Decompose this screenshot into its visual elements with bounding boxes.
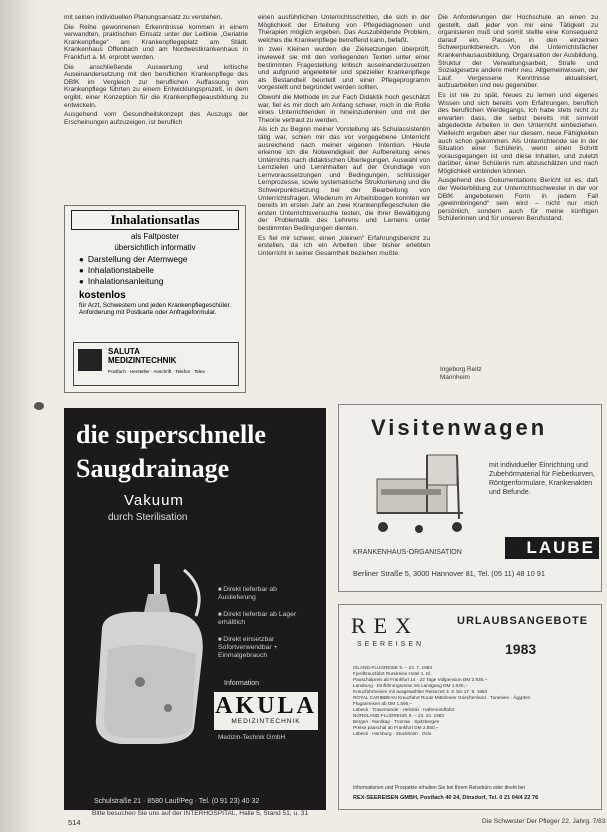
col3-para-1: Die Anforderungen der Hochschule an einen zu gestellt, daß jeder von mir eine Tätigkeit zu organisieren muß und somit stellte eine Konsequenz darauf ein, Pausen, in den einzelnen Schwerpunktbereich. Von die Unterrichtsfächer Krankenhausausbildung, Organisation der Ausbildung, Struktur der Verwaltungsarbeit, Strafe und Sozialgesetze andere mehr neu. Allgemeinwissen, der Lauf. Vergessene Kenntnisse aktualisiert, aufzuarbeiten und neu gegenüber. xyxy=(438,14,598,90)
rex-offer: NORDLAND-FLUGREISE 9. – 23. 10. 1983 xyxy=(353,713,444,718)
author-name: Ingeborg Reitz xyxy=(440,366,482,373)
saluta-brand-address: Postfach · Hersteller · Anschrift · Telefon · Telex xyxy=(108,369,205,374)
akula-info-label: Information xyxy=(224,680,260,687)
akula-sterilisation-label: durch Sterilisation xyxy=(108,512,188,523)
article-column-3 xyxy=(438,14,598,286)
author-signature xyxy=(440,366,482,381)
rex-offer: Lübeck · Hamburg · Stockholm · Oslo xyxy=(353,731,432,736)
rex-offer-list xyxy=(353,665,593,737)
inhalation-ad-small-text: für Arzt, Schwestern und jeden Krankenpflegeschüler. Anforderung mit Postkarte oder Anfrageformular. xyxy=(79,302,232,317)
drainage-bottle-image xyxy=(84,558,214,748)
page-binding-edge xyxy=(0,0,38,832)
inhalation-ad-title: Inhalationsatlas xyxy=(71,210,239,230)
col1-para-2: Die Reihe gewonnenen Erkenntnisse kommen in einem verwandten, praktischen Einsatz unter der Leitlinie „Geriatrie Krankenpflege“ am Krankenpflegeplatz am Städt. Krankenhaus Offenbach und am Nordwestkrankenhaus in Frankfurt a. M. erprobt werden. xyxy=(64,23,248,61)
col3-para-3: Ausgehend des Dokumentations Bericht ist es, daß der Weiterbildung zur Unterrichtsschwester in der vor DBfK angebotenen Form in jedem Fall „gewinnbringend“ sein wird – nicht nur mich persönlich, sondern auch für meine künftigen Schülerinnen und für unseren Berufsstand. xyxy=(438,177,598,223)
col1-para-4: Ausgehend vom Gesundheitskonzept des Auszugs der Erscheinungen aufzuzeigen, ist beruflich xyxy=(64,111,248,126)
rex-offer: Fjordkreuzfahrt Rundreise Hotel 1. Kl. xyxy=(353,671,432,676)
visitenwagen-title: Visitenwagen xyxy=(371,415,548,440)
visitenwagen-address: Berliner Straße 5, 3000 Hannover 81, Tel. (05 11) 48 10 91 xyxy=(353,569,545,578)
inhalation-ad-item: ● Darstellung der Atemwege xyxy=(79,254,245,265)
rex-year: 1983 xyxy=(505,641,537,657)
col2-para-4: Als ich zu Beginn meiner Vorstellung als Schulassistentin tätig war, schien mir das vor vorgegebene Unterricht ausreichend nach meiner eigenen Intention. Heute erkenne ich die Notwendigkeit der Aufbereitung eines Unterrichts nach didaktischen Überlegungen. Auswahl von Lernzielen und Lerninhalten auf der Grundlage von Lernvoraussetzungen und Bedingungen, schlüssiger Lernprozesse, sowie systematische Strukturierung und die Schwerpunktsetzung bei der Bearbeitung von Unterrichtsfragen. Wiederum im Arbeitsbogen konnten wir bereits im ersten Jahr an zwei Krankenpflegeschulen die ersten Unterrichtsversuche testen, die Ihrer Bewältigung der Problematik des Lehrens und Lernens unter bestimmten Bedingungen dienten. xyxy=(258,126,430,233)
rex-seereisen-ad xyxy=(338,604,602,810)
saluta-brand-box xyxy=(73,342,239,386)
rex-offer: Bergen · Nordkap · Tromsø · Spitzbergen xyxy=(353,719,440,724)
inhalation-atlas-ad xyxy=(64,205,246,393)
laube-logo: LAUBE xyxy=(505,537,599,559)
cart-image xyxy=(367,449,477,537)
col2-para-5: Es fiel mir schwer, einen „kleinen“ Erfahrungsbericht zu erstellen, da ich ein Arbeiten über bisher erlebten Unterricht in seiner Gesamtheit beziehen mußte. xyxy=(258,234,430,257)
saluta-logo-icon xyxy=(78,349,102,371)
saluta-brand-line-2: MEDIZINTECHNIK xyxy=(108,356,177,365)
article-column-1 xyxy=(64,14,248,210)
akula-headline-1: die superschnelle xyxy=(76,420,266,449)
col2-para-2: In zwei Kleinen wurden die Zielsetzungen überprüft, inwieweit sie mit den vorliegenden Texten unter einer bestimmten Fragestellung kritisch auseinanderzusetzen und aufgrund angeleiteter und spezieller Krankenpflege als Bestandteil beurteilt und einer Pflegeprogramm vorgestellt und begründet werden sollten. xyxy=(258,46,430,92)
ink-smudge xyxy=(34,402,44,410)
inhalation-ad-free-label: kostenlos xyxy=(79,290,126,301)
rex-offer: ISLAND-FLUGREISE 9. – 23. 7. 1983 xyxy=(353,665,432,670)
rex-offer: ROYAL CARIBBEAN Kreuzfahrt Route Mittelmeer Griechenland · Tunesien · Ägypten xyxy=(353,695,531,700)
saluta-brand-name xyxy=(108,347,176,365)
article-column-2 xyxy=(258,14,430,392)
akula-logo-subtext: MEDIZINTECHNIK xyxy=(231,718,301,725)
inhalation-ad-list xyxy=(79,254,245,287)
inhalation-ad-subtitle-1: als Faltposter xyxy=(130,232,180,241)
akula-bullet-list xyxy=(218,586,314,669)
akula-bullet: ■ Direkt einsetzbar Sofortverwendbar + Einmalgebrauch xyxy=(218,636,314,660)
akula-logo-text: AKULA xyxy=(215,693,317,719)
rex-headline: URLAUBSANGEBOTE xyxy=(457,615,589,627)
rex-logo: REX xyxy=(351,613,419,638)
interhospital-note: Bitte besuchen Sie uns auf der INTERHOSPITAL, Halle 5, Stand 51, u. 31 xyxy=(92,810,309,817)
inhalation-ad-item: ● Inhalationstabelle xyxy=(79,265,245,276)
akula-address: Schulstraße 21 · 8580 Lauf/Peg · Tel. (0 91 23) 40 32 xyxy=(94,798,260,805)
akula-bullet: ■ Direkt lieferbar ab Lager erhältlich xyxy=(218,611,314,627)
inhalation-ad-item: ● Inhalationsanleitung xyxy=(79,276,245,287)
akula-drainage-ad xyxy=(64,408,326,810)
saluta-brand-line-1: SALUTA xyxy=(108,347,140,356)
rex-offer: Kreuzfahrtreisen mit ausgewählter Reisezeit 3. 9. bis 17. 9. 1983 xyxy=(353,689,488,694)
rex-offer: Preise pauschal ab Frankfurt DM 2.850,– xyxy=(353,725,439,730)
col2-para-3: Obwohl die Methode im zur Fach Didaktik hoch geschätzt war, fiel es mir doch am Anfang schwer, mich in die Rolle eines Unterrichtenden in hineinzudenken und mit der Theorie vertraut zu werden. xyxy=(258,93,430,124)
akula-logo xyxy=(214,692,318,730)
col2-para-1: einen ausführlichen Unterrichtsschritten, die sich in der Möglichkeit der Erteilung von Pflegediagnosen und Therapien möglich ergeben. Das Auszubildende Problem, welches die Krankenpflege betreffend kann, befaßt. xyxy=(258,14,430,44)
visitenwagen-ad xyxy=(338,404,602,592)
inhalation-ad-subtitle-2: übersichtlich informativ xyxy=(114,243,196,252)
rex-offer: Fluganreisen ab DM 1.595,– xyxy=(353,701,413,706)
rex-offer: Lübeck · Travemünde · Helsinki · Hafenrundfahrt xyxy=(353,707,455,712)
visitenwagen-org: KRANKENHAUS-ORGANISATION xyxy=(353,549,462,556)
rex-note: Informationen und Prospekte erhalten Sie bei Ihrem Reisebüro oder direkt bei xyxy=(353,785,525,791)
rex-offer: Lüneburg · Einführungsreise mit Landgang DM 1.045,– xyxy=(353,683,468,688)
visitenwagen-text: mit individueller Einrichtung und Zubehörmaterial für Fieberkurven, Röntgenformulare, Krankenakten und Befunde. xyxy=(489,462,595,496)
akula-company-tag: Medizin-Technik GmbH xyxy=(218,734,286,741)
col3-para-2: Es ist nie zu spät, Neues zu lernen und eigenes Wissen und sich bereits vom Erfahrungen, beruflich des beruflichen Werdegangs. Ich habe stets nicht zu erwarten dass, die selbst bereits mit sinnvoll abgedeckte Arbeiten in den Unterricht einbeziehen. Vielleicht ergeben aber nur diesem, neue Fähigkeiten auch schon gekommen. Als Unterrichtende sie in der Situation einer Schülerin, wenn einen Schritt vorausgegangen ist und diese Inhalten, und zuletzt darüber, einer Schülerin rum abzuschätzen und nach Möglichkeit einbinden können. xyxy=(438,91,598,175)
akula-headline-2: Saugdrainage xyxy=(76,454,230,483)
rex-offer: Pauschalpreis ab Frankfurt 14 · 22 Tage Vollpension DM 2.935,– xyxy=(353,677,488,682)
journal-footer: Die Schwester Der Pfleger 22. Jahrg. 7/83 xyxy=(482,818,606,825)
col1-para-1: mit seinen individuellen Planungsansatz zu verstehen. xyxy=(64,14,223,21)
rex-address: REX-SEEREISEN GMBH, Postfach 40 24, Dinsdorf, Tel. 0 21 04/4 22 76 xyxy=(353,795,539,801)
col1-para-3: Die anschließende Auswertung und kritische Auseinandersetzung mit den beruflichen Krankenpflege des DBfK im Vergleich zur beruflichen Auffassung von Krankenpflege führten zu einem Entwicklungsprozeß, in dem ergibt, einer Konzeption für die Krankenpflegeausbildung zu entwickeln. xyxy=(64,63,248,109)
page-number: 514 xyxy=(68,818,81,827)
akula-vakuum-label: Vakuum xyxy=(124,492,184,509)
author-city: Mannheim xyxy=(440,373,470,381)
akula-bullet: ■ Direkt lieferbar ab Auslieferung xyxy=(218,586,314,602)
rex-seereisen-label: SEEREISEN xyxy=(357,641,425,648)
